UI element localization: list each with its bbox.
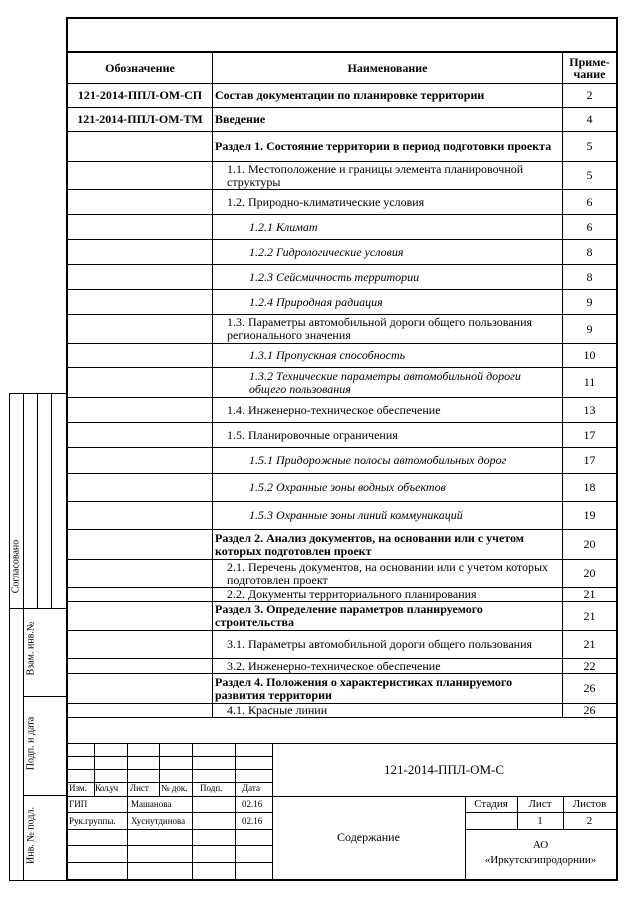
row-code (68, 290, 213, 315)
col-list: Лист (130, 783, 149, 793)
row-code (68, 530, 213, 560)
table-row (68, 108, 617, 132)
row-page: 19 (563, 502, 617, 530)
table-header-row (68, 53, 617, 84)
doc-code: 121-2014-ППЛ-ОМ-С (383, 762, 505, 777)
row-page: 5 (563, 162, 617, 190)
sheet-label: Лист (528, 798, 552, 810)
row-code (68, 190, 213, 215)
table-row (68, 290, 617, 315)
person1-date: 02.16 (242, 799, 263, 809)
col-izm: Изм. (69, 783, 87, 793)
agreed-label: Согласовано (10, 539, 22, 594)
row-name: Раздел 4. Положения о характеристиках планируемого развития территории (213, 674, 563, 704)
row-code (68, 502, 213, 530)
row-name: 3.2. Инженерно-техническое обеспечение (213, 659, 563, 674)
table-row (68, 631, 617, 659)
row-page: 6 (563, 215, 617, 240)
row-code (68, 368, 213, 398)
row-name: Состав документации по планировке территории (213, 84, 563, 108)
row-page: 21 (563, 631, 617, 659)
sign-date-label: Подп. и дата (25, 716, 37, 771)
person2-role: Рук.группы. (69, 816, 116, 826)
row-name: 1.2.4 Природная радиация (213, 290, 563, 315)
table-row (68, 344, 617, 368)
sheet-title: Содержание (337, 830, 400, 844)
table-row (68, 659, 617, 674)
table-row (68, 530, 617, 560)
row-name: Раздел 3. Определение параметров планируемого строительства (213, 602, 563, 631)
table-row (68, 674, 617, 704)
org-line2: «Иркутскгипродорнии» (484, 854, 597, 866)
row-name: 1.2.2 Гидрологические условия (213, 240, 563, 265)
col-doc: № док. (161, 783, 188, 793)
table-row (68, 215, 617, 240)
title-block (67, 743, 616, 879)
row-page: 9 (563, 315, 617, 344)
inv-swap-label: Взам. инв.№ (25, 621, 37, 676)
sheets-label: Листов (572, 798, 607, 810)
table-row (68, 474, 617, 502)
stage-label: Стадия (474, 798, 508, 810)
row-name: 2.1. Перечень документов, на основании или с учетом которых подготовлен проект (213, 560, 563, 588)
row-code (68, 423, 213, 448)
table-row (68, 704, 617, 718)
row-name: Раздел 1. Состояние территории в период подготовки проекта (213, 132, 563, 162)
row-page: 8 (563, 240, 617, 265)
row-page: 26 (563, 674, 617, 704)
row-page: 9 (563, 290, 617, 315)
row-name: 1.4. Инженерно-техническое обеспечение (213, 398, 563, 423)
row-name: 1.5. Планировочные ограничения (213, 423, 563, 448)
row-page: 20 (563, 560, 617, 588)
row-name: 3.1. Параметры автомобильной дороги общего пользования (213, 631, 563, 659)
row-page: 21 (563, 588, 617, 602)
row-code: 121-2014-ППЛ-ОМ-ТМ (68, 108, 213, 132)
row-page: 4 (563, 108, 617, 132)
row-name: 1.1. Местоположение и границы элемента планировочной структуры (213, 162, 563, 190)
row-name: 2.2. Документы территориального планирования (213, 588, 563, 602)
table-row (68, 398, 617, 423)
table-row (68, 368, 617, 398)
header-name: Наименование (213, 53, 563, 84)
col-kol: Кол.уч (95, 783, 118, 793)
row-name: 1.3.1 Пропускная способность (213, 344, 563, 368)
col-sign: Подп. (200, 783, 223, 793)
row-page: 20 (563, 530, 617, 560)
row-name: 1.2. Природно-климатические условия (213, 190, 563, 215)
person2-date: 02.16 (242, 816, 263, 826)
sheets-total: 2 (586, 815, 593, 827)
row-code (68, 588, 213, 602)
row-code (68, 315, 213, 344)
row-code (68, 132, 213, 162)
row-code (68, 474, 213, 502)
row-code (68, 631, 213, 659)
row-page: 6 (563, 190, 617, 215)
row-name: 1.2.1 Климат (213, 215, 563, 240)
table-row (68, 315, 617, 344)
row-page: 13 (563, 398, 617, 423)
row-code (68, 215, 213, 240)
table-row (68, 240, 617, 265)
row-code (68, 560, 213, 588)
row-page: 17 (563, 448, 617, 474)
row-page: 26 (563, 704, 617, 718)
row-code (68, 162, 213, 190)
row-name: 1.3. Параметры автомобильной дороги общего пользования регионального значения (213, 315, 563, 344)
table-row (68, 132, 617, 162)
row-page: 5 (563, 132, 617, 162)
row-code (68, 240, 213, 265)
table-row (68, 162, 617, 190)
row-name: Введение (213, 108, 563, 132)
row-code (68, 659, 213, 674)
sheet-number: 1 (537, 815, 543, 827)
table-row (68, 502, 617, 530)
row-code (68, 704, 213, 718)
person2-name: Хуснутдинова (131, 816, 186, 826)
row-code (68, 674, 213, 704)
side-stamp (9, 393, 66, 881)
row-code (68, 265, 213, 290)
org-line1: АО (532, 839, 549, 851)
person1-role: ГИП (69, 799, 88, 809)
row-name: 1.3.2 Технические параметры автомобильной дороги общего пользования (213, 368, 563, 398)
table-row (68, 602, 617, 631)
row-code: 121-2014-ППЛ-ОМ-СП (68, 84, 213, 108)
table-row (68, 588, 617, 602)
row-name: 4.1. Красные линии (213, 704, 563, 718)
table-row (68, 84, 617, 108)
col-date: Дата (242, 783, 260, 793)
table-row (68, 560, 617, 588)
table-row (68, 448, 617, 474)
person1-name: Машанова (131, 799, 172, 809)
row-page: 11 (563, 368, 617, 398)
row-code (68, 602, 213, 631)
contents-table (67, 52, 617, 718)
row-page: 8 (563, 265, 617, 290)
row-name: 1.2.3 Сейсмичность территории (213, 265, 563, 290)
row-code (68, 344, 213, 368)
row-name: Раздел 2. Анализ документов, на основании или с учетом которых подготовлен проект (213, 530, 563, 560)
row-page: 22 (563, 659, 617, 674)
row-page: 18 (563, 474, 617, 502)
row-name: 1.5.2 Охранные зоны водных объектов (213, 474, 563, 502)
row-page: 21 (563, 602, 617, 631)
row-page: 10 (563, 344, 617, 368)
header-code: Обозначение (68, 53, 213, 84)
row-code (68, 448, 213, 474)
table-row (68, 190, 617, 215)
row-page: 17 (563, 423, 617, 448)
inv-orig-label: Инв. № подл. (25, 807, 37, 864)
row-page: 2 (563, 84, 617, 108)
row-code (68, 398, 213, 423)
row-name: 1.5.3 Охранные зоны линий коммуникаций (213, 502, 563, 530)
row-name: 1.5.1 Придорожные полосы автомобильных дорог (213, 448, 563, 474)
table-row (68, 423, 617, 448)
table-row (68, 265, 617, 290)
header-note: Приме- чание (563, 53, 617, 84)
